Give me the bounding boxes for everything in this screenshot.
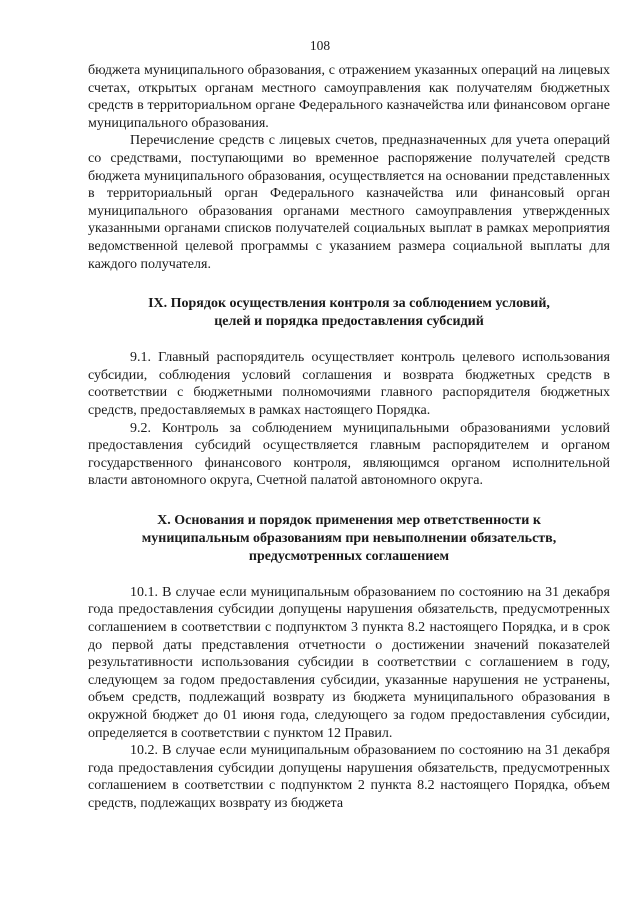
- section-ix: [88, 295, 610, 490]
- paragraph-transfer-funds: Перечисление средств с лицевых счетов, предназначенных для учета операций со средствами, поступающими во временное распоряжение получателей средств бюджета муниципального образования, осуществляется на основании представленных в территориальный орган Федерального казначейства или финансовый орган муниципального образования органами местного самоуправления утвержденных указанными органами списков получателей социальных выплат в рамках мероприятия ведомственной целевой программы с указанием размера социальной выплаты для каждого получателя.: [88, 133, 610, 272]
- paragraph-10-1: 10.1. В случае если муниципальным образованием по состоянию на 31 декабря года предоставления субсидии допущены нарушения обязательств, предусмотренных соглашением в соответствии с подпунктом 3 пункта 8.2 настоящего Порядка, и в срок до первой даты представления отчетности о достижении значений показателей результативности использования субсидии в соответствии с соглашением в году, следующем за годом предоставления субсидии, указанные нарушения не устранены, объем средств, подлежащий возврату из бюджета муниципального образования в окружной бюджет до 01 июня года, следующего за годом предоставления субсидии, определяется в соответствии с пунктом 12 Правил.: [88, 584, 610, 741]
- section-ix-heading-line1: IX. Порядок осуществления контроля за соблюдением условий,: [148, 296, 550, 312]
- paragraph-9-1: 9.1. Главный распорядитель осуществляет контроль целевого использования субсидии, соблюдения условий соглашения и возврата бюджетных средств в соответствии с бюджетными полномочиями главного распорядителя бюджетных средств, предоставляемых в рамках настоящего Порядка.: [88, 350, 610, 418]
- section-x-heading-line1: X. Основания и порядок применения мер ответственности к: [157, 512, 541, 528]
- page-number: 108: [309, 38, 331, 53]
- section-ix-heading-line2: целей и порядка предоставления субсидий: [214, 314, 484, 330]
- section-x-heading-line3: предусмотренных соглашением: [248, 548, 450, 564]
- section-x: [88, 512, 610, 813]
- paragraph-10-2: 10.2. В случае если муниципальным образованием по состоянию на 31 декабря года предоставления субсидии допущены нарушения обязательств, предусмотренных соглашением в соответствии с подпунктом 2 пункта 8.2 настоящего Порядка, объем средств, подлежащих возврату из бюджета: [88, 743, 610, 811]
- paragraph-9-2: 9.2. Контроль за соблюдением муниципальными образованиями условий предоставления субсидий осуществляется главным распорядителем и органом государственного финансового контроля, являющимся органом исполнительной власти автономного округа, Счетной палатой автономного округа.: [88, 420, 610, 489]
- paragraph-continuation: бюджета муниципального образования, с отражением указанных операций на лицевых счетах, открытых органам местного самоуправления как получателям бюджетных средств в территориальном органе Федерального казначейства или финансовом органе муниципального образования.: [88, 63, 610, 131]
- document-body: [88, 62, 610, 813]
- section-x-heading-line2: муниципальным образованиям при невыполнении обязательств,: [141, 530, 557, 546]
